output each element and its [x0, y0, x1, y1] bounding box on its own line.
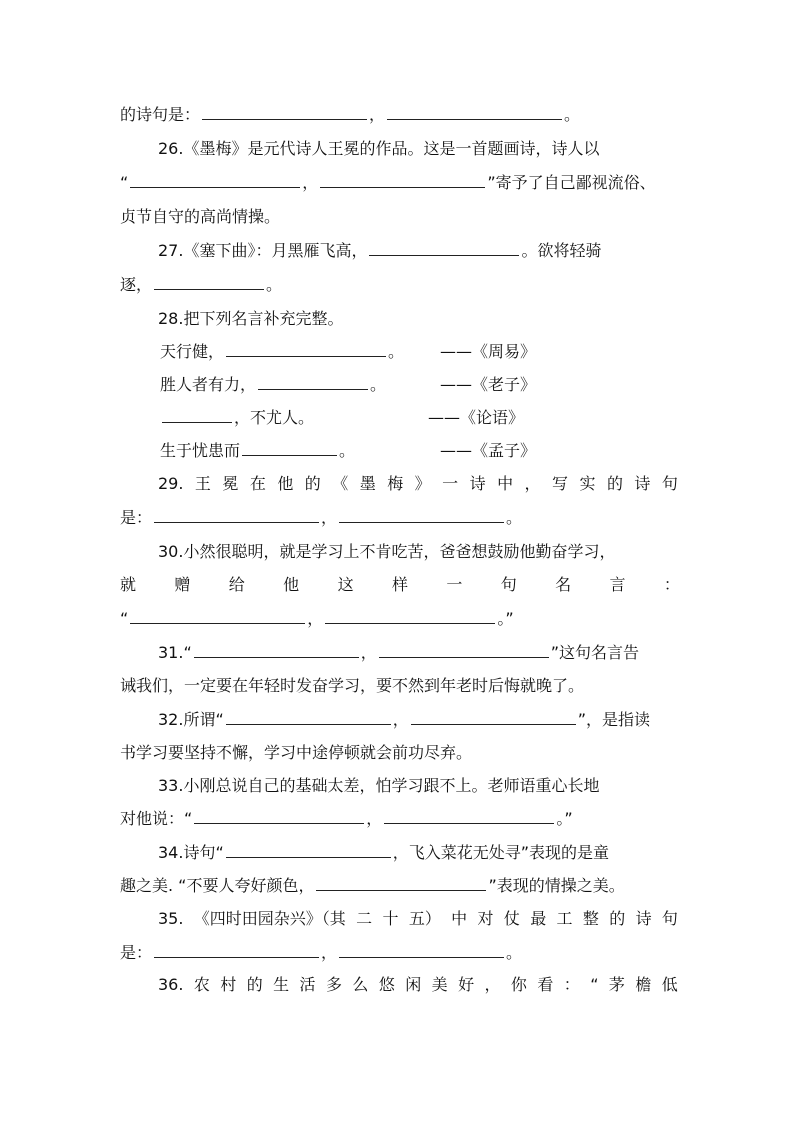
motto-4: [160, 438, 560, 464]
text: 书学习要坚持不懈，学习中途停顿就会前功尽弃。: [120, 743, 473, 762]
text: “: [120, 609, 129, 628]
text: 31.“: [158, 643, 192, 662]
char: 赠: [174, 575, 191, 594]
answer-blank[interactable]: [194, 640, 359, 658]
motto-source: ——《论语》: [428, 408, 525, 427]
text: 。”: [497, 609, 514, 628]
char: 茅: [608, 975, 625, 994]
char: 句: [661, 474, 678, 493]
text: 33.小刚总说自己的基础太差，怕学习跟不上。老师语重心长地: [158, 776, 600, 795]
text: ”表现的情操之美。: [488, 876, 625, 895]
answer-blank[interactable]: [384, 806, 554, 824]
char: ，: [484, 975, 501, 994]
char: 句: [661, 909, 678, 928]
answer-blank[interactable]: [154, 940, 319, 958]
answer-blank[interactable]: [320, 170, 485, 188]
text: 天行健，: [160, 342, 225, 361]
char: 最: [530, 909, 547, 928]
char: 王: [194, 474, 211, 493]
char: 中: [451, 909, 468, 928]
char: 一: [442, 474, 459, 493]
char: 句: [500, 575, 517, 594]
answer-blank[interactable]: [130, 606, 305, 624]
answer-blank[interactable]: [130, 170, 300, 188]
question-32-line-1: [158, 707, 718, 733]
text: 是：: [120, 508, 153, 527]
char: 名: [555, 575, 572, 594]
text: ，: [302, 173, 319, 192]
answer-blank[interactable]: [242, 438, 337, 456]
answer-blank[interactable]: [258, 372, 368, 390]
text: 28.把下列名言补充完整。: [158, 309, 344, 328]
char: 诗: [634, 474, 651, 493]
char: 《: [332, 474, 349, 493]
question-29-line-2: [120, 505, 680, 531]
char: 的: [246, 975, 263, 994]
char: 五）: [408, 909, 441, 928]
char: ，: [524, 474, 541, 493]
char: 看: [537, 975, 554, 994]
text: 。”: [556, 809, 573, 828]
answer-blank[interactable]: [202, 102, 367, 120]
char: 29.: [158, 474, 184, 493]
char: 墨: [359, 474, 376, 493]
text: 。: [564, 105, 581, 124]
motto-3: [160, 405, 560, 431]
text: 。: [388, 342, 405, 361]
char: 言: [609, 575, 626, 594]
text: 。: [339, 441, 356, 460]
char: ：: [563, 975, 580, 994]
motto-2: [160, 372, 560, 398]
question-33-line-2: [120, 806, 680, 832]
char: 的: [304, 474, 321, 493]
char: 美: [431, 975, 448, 994]
char: 他: [283, 575, 300, 594]
motto-source: ——《老子》: [440, 375, 537, 394]
char: 一: [446, 575, 463, 594]
answer-blank[interactable]: [226, 840, 391, 858]
text: ，: [321, 943, 338, 962]
answer-blank[interactable]: [379, 640, 549, 658]
text: 贞节自守的高尚情操。: [120, 207, 281, 226]
char: 》: [414, 474, 431, 493]
text: “: [120, 173, 129, 192]
char: 在: [249, 474, 266, 493]
question-33-line-1: [158, 773, 718, 799]
answer-blank[interactable]: [226, 707, 391, 725]
question-27-line-2: [120, 272, 680, 298]
char: “: [590, 975, 599, 994]
question-26-line-2: [120, 170, 680, 196]
char: 他: [277, 474, 294, 493]
question-31-line-2: [120, 673, 680, 699]
text: 34.诗句“: [158, 843, 224, 862]
char: 二: [356, 909, 373, 928]
motto-source: ——《孟子》: [440, 441, 537, 460]
question-26-line-3: [120, 204, 680, 230]
answer-blank[interactable]: [194, 806, 364, 824]
char: 村: [220, 975, 237, 994]
char: 中: [497, 474, 514, 493]
motto-source: ——《周易》: [440, 342, 537, 361]
char: 梅: [387, 474, 404, 493]
char: 写: [552, 474, 569, 493]
text: 是：: [120, 943, 153, 962]
text: 30.小然很聪明，就是学习上不肯吃苦，爸爸想鼓励他勤奋学习，: [158, 542, 616, 561]
text: 。欲将轻骑: [521, 241, 602, 260]
question-35-line-2: [120, 940, 680, 966]
answer-blank[interactable]: [162, 405, 232, 423]
text: ”，是指读: [577, 710, 651, 729]
char: 诗: [635, 909, 652, 928]
char: 整: [582, 909, 599, 928]
char: 低: [661, 975, 678, 994]
char: 悠: [378, 975, 395, 994]
answer-blank[interactable]: [369, 238, 519, 256]
text: 26.《墨梅》是元代诗人王冕的作品。这是一首题画诗，诗人以: [158, 139, 600, 158]
char: 样: [391, 575, 408, 594]
question-29-line-1: [158, 471, 678, 497]
text: 。: [506, 943, 523, 962]
char: 檐: [635, 975, 652, 994]
text: ，: [366, 809, 383, 828]
char: 十: [382, 909, 399, 928]
text: ，: [369, 105, 386, 124]
question-31-line-1: [158, 640, 718, 666]
char: 闲: [405, 975, 422, 994]
answer-blank[interactable]: [339, 505, 504, 523]
text: 对他说：“: [120, 809, 193, 828]
text: ”这句名言告: [550, 643, 640, 662]
text: ，: [307, 609, 324, 628]
question-30-line-3: [120, 606, 680, 632]
answer-blank[interactable]: [411, 707, 576, 725]
text: 。: [370, 375, 387, 394]
char: 你: [510, 975, 527, 994]
char: 诗: [469, 474, 486, 493]
question-26-line-1: [158, 136, 718, 162]
question-27-line-1: [158, 238, 718, 264]
text: 趣之美. “不要人夸好颜色，: [120, 876, 315, 895]
char: 给: [228, 575, 245, 594]
char: 么: [352, 975, 369, 994]
motto-1: [160, 339, 560, 365]
question-34-line-1: [158, 840, 718, 866]
answer-blank[interactable]: [154, 505, 319, 523]
answer-blank[interactable]: [316, 873, 486, 891]
char: 《四时田园杂兴》（其: [193, 909, 346, 928]
question-30-line-1: [158, 539, 718, 565]
text: ”寄予了自己鄙视流俗、: [487, 173, 656, 192]
char: 生: [273, 975, 290, 994]
answer-blank[interactable]: [226, 339, 386, 357]
text: 胜人者有力，: [160, 375, 257, 394]
line-poem-answer: [120, 102, 680, 128]
char: ：: [663, 575, 680, 594]
text: ，: [392, 710, 409, 729]
answer-blank[interactable]: [325, 606, 495, 624]
text: 32.所谓“: [158, 710, 224, 729]
char: 多: [325, 975, 342, 994]
char: 36.: [158, 975, 184, 994]
char: 活: [299, 975, 316, 994]
question-28-title: [158, 306, 718, 332]
char: 对: [477, 909, 494, 928]
text: ，飞入菜花无处寻”表现的是童: [392, 843, 610, 862]
text: 。: [266, 275, 283, 294]
char: 的: [609, 909, 626, 928]
text: ，不尤人。: [234, 408, 315, 427]
char: 农: [193, 975, 210, 994]
answer-blank[interactable]: [339, 940, 504, 958]
question-34-line-2: [120, 873, 680, 899]
char: 冕: [222, 474, 239, 493]
text: 的诗句是：: [120, 105, 201, 124]
question-32-line-2: [120, 740, 680, 766]
char: 仗: [503, 909, 520, 928]
char: 35.: [158, 909, 184, 928]
answer-blank[interactable]: [387, 102, 562, 120]
text: ，: [360, 643, 377, 662]
char: 好: [458, 975, 475, 994]
char: 实: [579, 474, 596, 493]
text: 生于忧患而: [160, 441, 241, 460]
char: 工: [556, 909, 573, 928]
question-35-line-1: [158, 906, 678, 932]
question-30-line-2: [120, 572, 680, 598]
char: 这: [337, 575, 354, 594]
char: 的: [606, 474, 623, 493]
text: ，: [321, 508, 338, 527]
char: 就: [120, 575, 137, 594]
text: 27.《塞下曲》：月黑雁飞高，: [158, 241, 368, 260]
text: 。: [506, 508, 523, 527]
text: 诫我们，一定要在年轻时发奋学习，要不然到年老时后悔就晚了。: [120, 676, 585, 695]
answer-blank[interactable]: [154, 272, 264, 290]
question-36-line-1: [158, 972, 678, 998]
text: 逐，: [120, 275, 153, 294]
